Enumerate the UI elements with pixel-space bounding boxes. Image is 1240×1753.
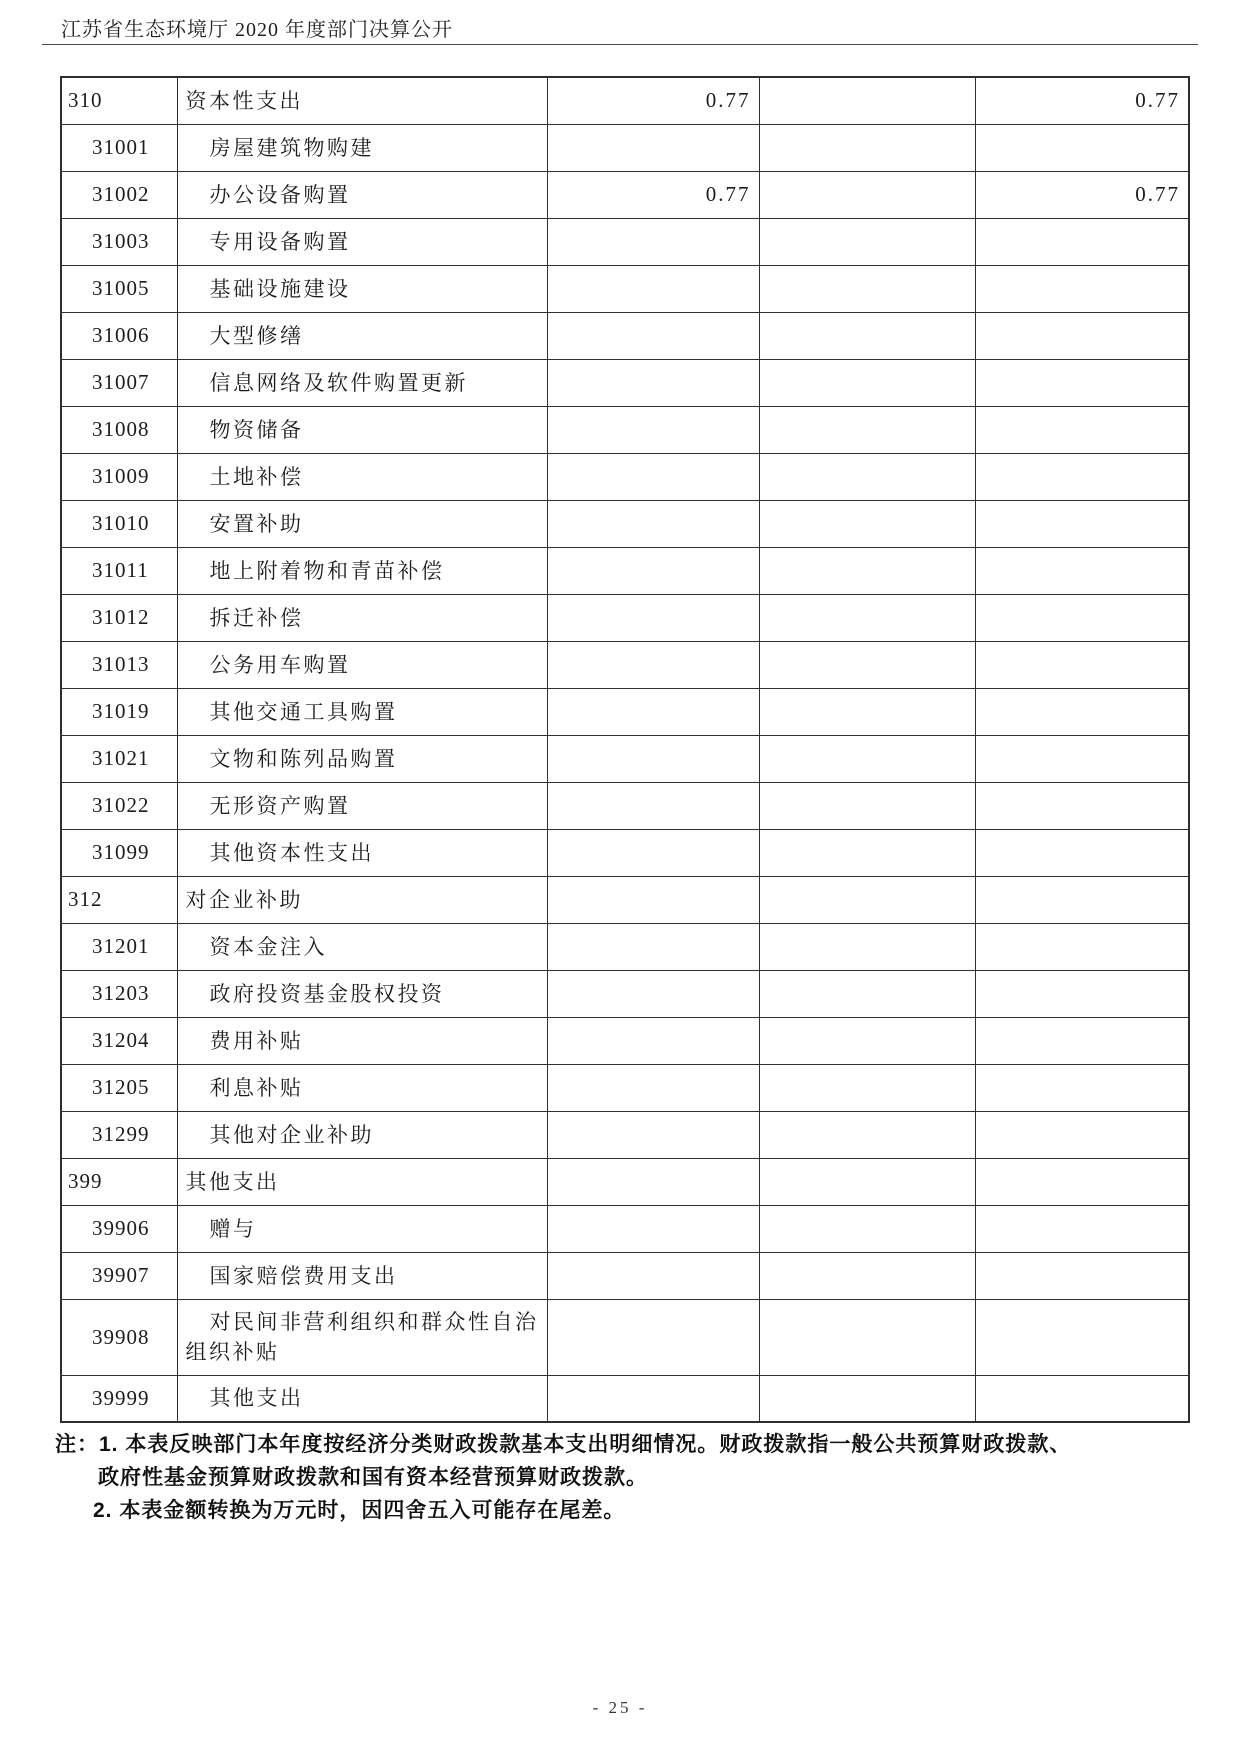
row-value-1 [547,970,759,1017]
row-code: 31002 [61,171,177,218]
row-value-2 [759,171,975,218]
row-name: 资本金注入 [177,923,547,970]
row-name: 赠与 [177,1205,547,1252]
expenditure-table-body [61,77,1189,1422]
row-value-1 [547,124,759,171]
row-name: 信息网络及软件购置更新 [177,359,547,406]
row-value-3 [975,359,1189,406]
row-name: 其他资本性支出 [177,829,547,876]
row-value-2 [759,453,975,500]
row-value-3 [975,1064,1189,1111]
row-value-2 [759,1158,975,1205]
row-value-2 [759,970,975,1017]
row-value-3 [975,218,1189,265]
table-row [61,876,1189,923]
table-row [61,124,1189,171]
row-code: 31204 [61,1017,177,1064]
row-value-2 [759,688,975,735]
row-value-1 [547,359,759,406]
row-value-2 [759,923,975,970]
row-name: 物资储备 [177,406,547,453]
row-code: 310 [61,77,177,124]
row-value-2 [759,1375,975,1422]
row-name: 地上附着物和青苗补偿 [177,547,547,594]
row-code: 39906 [61,1205,177,1252]
row-value-2 [759,359,975,406]
header-rule [42,44,1198,45]
row-value-1 [547,1111,759,1158]
row-value-3 [975,923,1189,970]
row-code: 31013 [61,641,177,688]
row-value-1 [547,1375,759,1422]
row-value-1 [547,829,759,876]
table-row [61,265,1189,312]
row-name: 其他交通工具购置 [177,688,547,735]
row-value-1 [547,406,759,453]
expenditure-table [60,76,1190,1423]
table-row [61,1299,1189,1375]
row-name: 其他支出 [177,1158,547,1205]
row-value-1 [547,1205,759,1252]
row-name: 资本性支出 [177,77,547,124]
row-name: 文物和陈列品购置 [177,735,547,782]
row-value-1 [547,923,759,970]
row-value-3 [975,312,1189,359]
row-code: 31201 [61,923,177,970]
row-value-3 [975,735,1189,782]
row-code: 31009 [61,453,177,500]
row-value-2 [759,1205,975,1252]
row-value-1 [547,547,759,594]
note-line-1: 注：1. 本表反映部门本年度按经济分类财政拨款基本支出明细情况。财政拨款指一般公共预算财政拨款、 [55,1433,1072,1456]
row-code: 31003 [61,218,177,265]
table-row [61,171,1189,218]
row-value-3 [975,453,1189,500]
table-row [61,782,1189,829]
table-row [61,1252,1189,1299]
row-value-2 [759,1299,975,1375]
row-code: 31012 [61,594,177,641]
row-value-3 [975,1375,1189,1422]
row-value-1 [547,1158,759,1205]
row-value-1 [547,218,759,265]
row-code: 31021 [61,735,177,782]
row-value-1 [547,735,759,782]
row-name: 无形资产购置 [177,782,547,829]
row-value-3 [975,1299,1189,1375]
row-value-3 [975,1252,1189,1299]
row-value-1 [547,500,759,547]
row-code: 31005 [61,265,177,312]
row-code: 31019 [61,688,177,735]
table-row [61,218,1189,265]
notes-section [55,1428,1165,1527]
row-value-2 [759,218,975,265]
row-value-3 [975,1205,1189,1252]
page-header-title: 江苏省生态环境厅 2020 年度部门决算公开 [61,19,453,41]
table-row [61,1111,1189,1158]
row-code: 31001 [61,124,177,171]
note-line-2: 政府性基金预算财政拨款和国有资本经营预算财政拨款。 [98,1466,648,1489]
row-name: 拆迁补偿 [177,594,547,641]
row-value-2 [759,406,975,453]
row-name: 其他对企业补助 [177,1111,547,1158]
row-value-3 [975,547,1189,594]
table-row [61,500,1189,547]
row-value-1 [547,641,759,688]
row-value-1 [547,1064,759,1111]
row-code: 31010 [61,500,177,547]
row-name: 利息补贴 [177,1064,547,1111]
row-value-1 [547,876,759,923]
row-value-2 [759,312,975,359]
row-value-3 [975,500,1189,547]
row-code: 31299 [61,1111,177,1158]
row-value-1 [547,453,759,500]
row-name: 安置补助 [177,500,547,547]
row-value-1 [547,312,759,359]
table-row [61,312,1189,359]
row-value-2 [759,547,975,594]
row-value-1 [547,1252,759,1299]
table-row [61,829,1189,876]
row-value-3 [975,970,1189,1017]
row-value-2 [759,594,975,641]
row-code: 31022 [61,782,177,829]
table-row [61,688,1189,735]
row-value-2 [759,1064,975,1111]
row-value-1 [547,265,759,312]
row-value-3 [975,641,1189,688]
row-value-1 [547,688,759,735]
row-value-2 [759,829,975,876]
row-name: 公务用车购置 [177,641,547,688]
table-row [61,1375,1189,1422]
row-code: 31205 [61,1064,177,1111]
row-name: 对民间非营利组织和群众性自治组织补贴 [177,1299,547,1375]
row-code: 31006 [61,312,177,359]
row-value-2 [759,500,975,547]
table-row [61,453,1189,500]
row-value-1: 0.77 [547,77,759,124]
row-value-3 [975,1158,1189,1205]
row-code: 39908 [61,1299,177,1375]
row-value-3 [975,265,1189,312]
page-number: - 25 - [592,1698,648,1717]
table-row [61,77,1189,124]
table-row [61,641,1189,688]
row-code: 31099 [61,829,177,876]
row-code: 31007 [61,359,177,406]
row-value-3 [975,406,1189,453]
row-value-2 [759,876,975,923]
row-value-1 [547,782,759,829]
row-value-3: 0.77 [975,171,1189,218]
row-value-3: 0.77 [975,77,1189,124]
row-value-2 [759,124,975,171]
row-name: 政府投资基金股权投资 [177,970,547,1017]
row-value-2 [759,265,975,312]
row-value-3 [975,594,1189,641]
row-value-1 [547,1299,759,1375]
row-value-3 [975,124,1189,171]
row-value-1 [547,594,759,641]
row-name: 房屋建筑物购建 [177,124,547,171]
table-row [61,1158,1189,1205]
table-row [61,1205,1189,1252]
row-value-2 [759,77,975,124]
row-code: 39907 [61,1252,177,1299]
row-name: 国家赔偿费用支出 [177,1252,547,1299]
row-code: 31011 [61,547,177,594]
table-row [61,359,1189,406]
table-row [61,735,1189,782]
note-line-3: 2. 本表金额转换为万元时，因四舍五入可能存在尾差。 [93,1499,626,1522]
table-row [61,970,1189,1017]
row-code: 399 [61,1158,177,1205]
row-name: 大型修缮 [177,312,547,359]
row-value-2 [759,1111,975,1158]
row-value-2 [759,641,975,688]
row-name: 其他支出 [177,1375,547,1422]
row-name: 土地补偿 [177,453,547,500]
row-value-1 [547,1017,759,1064]
table-row [61,1064,1189,1111]
table-row [61,547,1189,594]
table-row [61,1017,1189,1064]
row-value-3 [975,688,1189,735]
table-row [61,594,1189,641]
row-code: 39999 [61,1375,177,1422]
row-name: 费用补贴 [177,1017,547,1064]
row-code: 312 [61,876,177,923]
row-value-3 [975,829,1189,876]
row-name: 办公设备购置 [177,171,547,218]
table-row [61,923,1189,970]
row-code: 31203 [61,970,177,1017]
row-name: 专用设备购置 [177,218,547,265]
row-value-2 [759,1252,975,1299]
row-name: 基础设施建设 [177,265,547,312]
row-code: 31008 [61,406,177,453]
row-value-3 [975,1111,1189,1158]
row-value-3 [975,782,1189,829]
table-row [61,406,1189,453]
row-value-2 [759,1017,975,1064]
row-value-3 [975,876,1189,923]
row-value-1: 0.77 [547,171,759,218]
row-value-3 [975,1017,1189,1064]
row-value-2 [759,782,975,829]
row-value-2 [759,735,975,782]
row-name: 对企业补助 [177,876,547,923]
